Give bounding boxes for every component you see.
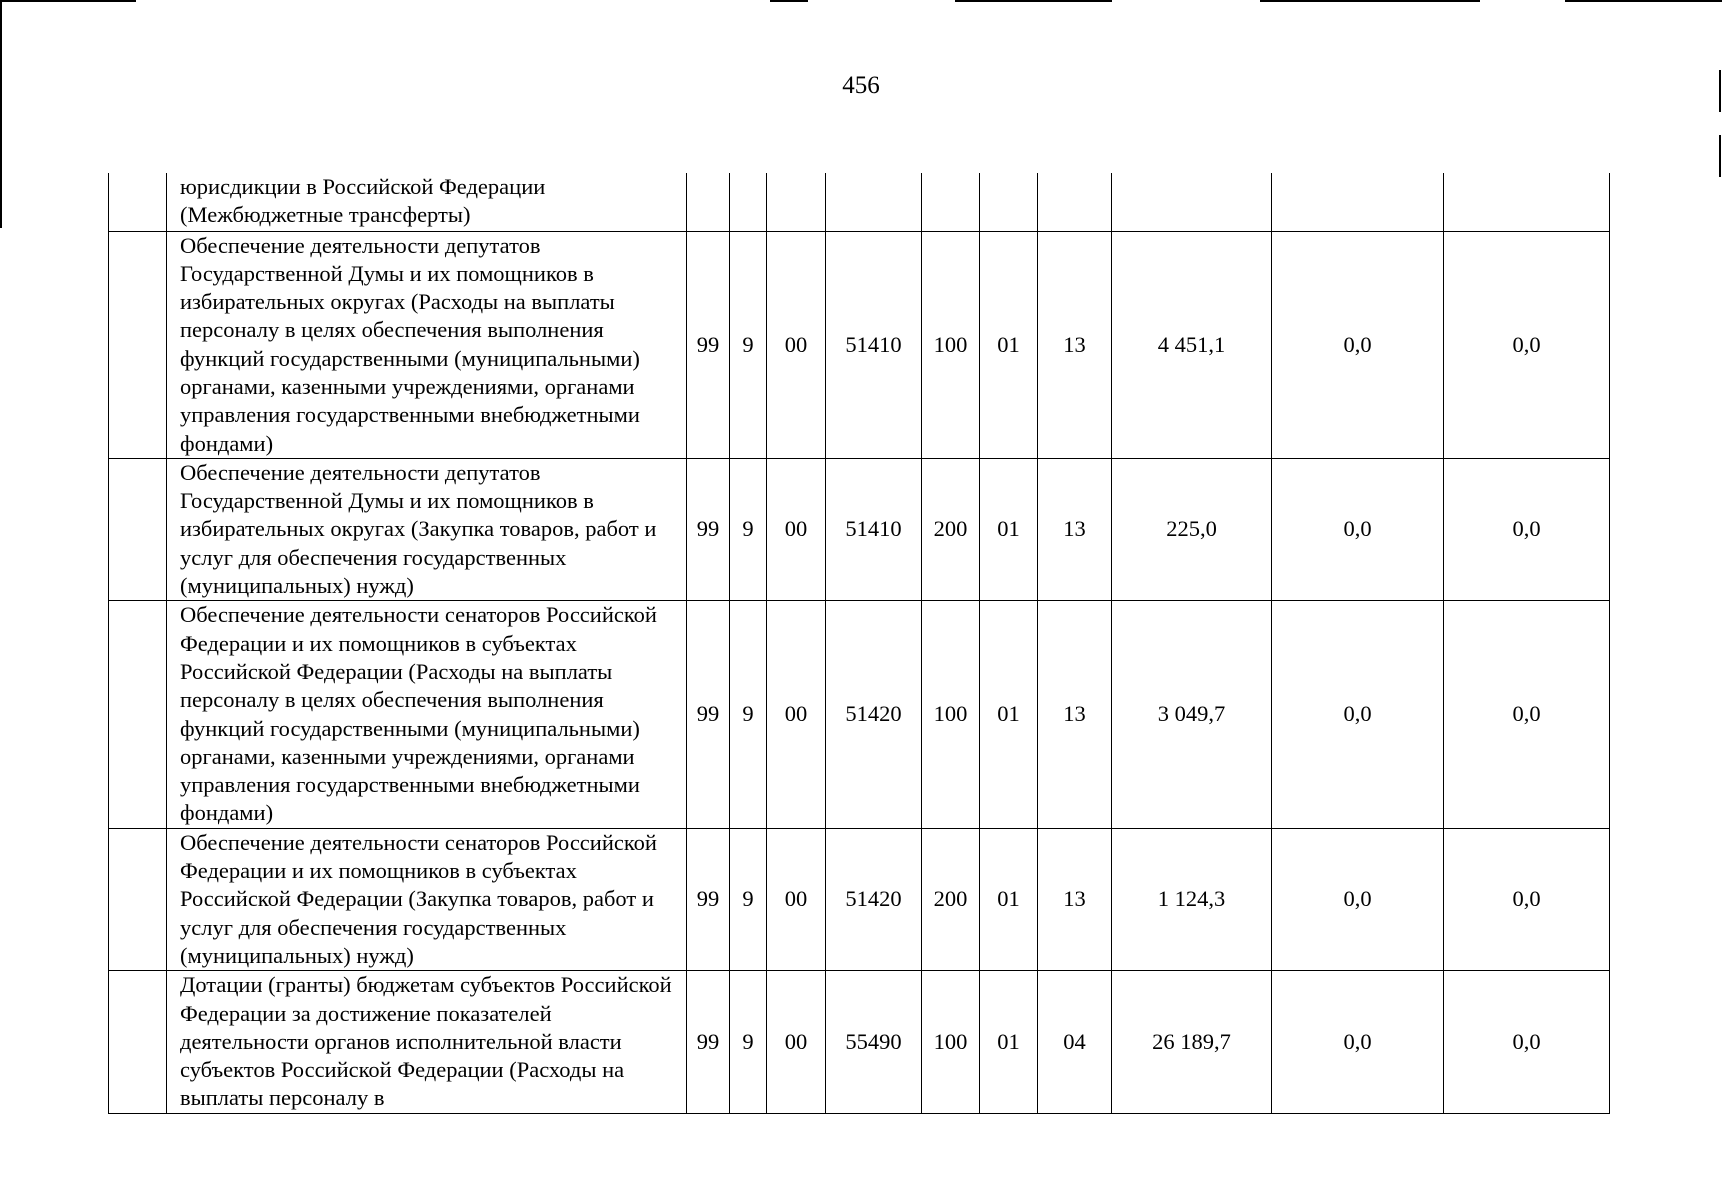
code-cell: 55490 [826, 971, 922, 1113]
code-cell: 9 [730, 601, 767, 828]
code-cell: 00 [767, 231, 826, 458]
code-cell [980, 173, 1038, 231]
code-cell: 99 [687, 601, 730, 828]
amount-cell: 0,0 [1444, 231, 1610, 458]
amount-cell: 4 451,1 [1112, 231, 1272, 458]
code-cell: 200 [922, 458, 980, 600]
amount-cell [1444, 173, 1610, 231]
code-cell: 51420 [826, 601, 922, 828]
row-number-cell [109, 458, 167, 600]
code-cell: 13 [1038, 828, 1112, 970]
amount-cell: 0,0 [1444, 971, 1610, 1113]
description-cell: Дотации (гранты) бюджетам субъектов Российской Федерации за достижение показателей деятельности органов исполнительной власти субъектов Российской Федерации (Расходы на выплаты персоналу в [167, 971, 687, 1113]
code-cell [687, 173, 730, 231]
description-cell: Обеспечение деятельности сенаторов Российской Федерации и их помощников в субъектах Российской Федерации (Расходы на выплаты персоналу в целях обеспечения выполнения функций государственными (муниципальными) органами, казенными учреждениями, органами управления государственными внебюджетными фондами) [167, 601, 687, 828]
scan-edge-top-1 [0, 0, 136, 2]
amount-cell: 26 189,7 [1112, 971, 1272, 1113]
code-cell: 01 [980, 828, 1038, 970]
code-cell: 9 [730, 231, 767, 458]
code-cell: 13 [1038, 231, 1112, 458]
scan-edge-top-4 [1260, 0, 1480, 2]
row-number-cell [109, 971, 167, 1113]
code-cell: 13 [1038, 601, 1112, 828]
amount-cell: 0,0 [1444, 828, 1610, 970]
row-number-cell [109, 173, 167, 231]
code-cell [767, 173, 826, 231]
code-cell [730, 173, 767, 231]
amount-cell [1112, 173, 1272, 231]
code-cell: 100 [922, 601, 980, 828]
code-cell: 9 [730, 828, 767, 970]
code-cell: 99 [687, 231, 730, 458]
description-cell: Обеспечение деятельности депутатов Государственной Думы и их помощников в избирательных округах (Закупка товаров, работ и услуг для обеспечения государственных (муниципальных) нужд) [167, 458, 687, 600]
code-cell [1038, 173, 1112, 231]
scan-edge-top-3 [955, 0, 1112, 2]
table-row [109, 173, 1610, 231]
code-cell: 100 [922, 971, 980, 1113]
code-cell: 99 [687, 458, 730, 600]
row-number-cell [109, 601, 167, 828]
code-cell: 99 [687, 828, 730, 970]
amount-cell: 0,0 [1272, 231, 1444, 458]
code-cell: 13 [1038, 458, 1112, 600]
amount-cell: 0,0 [1272, 828, 1444, 970]
amount-cell: 3 049,7 [1112, 601, 1272, 828]
table-row [109, 828, 1610, 970]
code-cell: 51410 [826, 458, 922, 600]
code-cell: 200 [922, 828, 980, 970]
amount-cell: 225,0 [1112, 458, 1272, 600]
row-number-cell [109, 828, 167, 970]
amount-cell: 0,0 [1272, 458, 1444, 600]
budget-table [108, 173, 1610, 1114]
code-cell: 00 [767, 971, 826, 1113]
table-row [109, 231, 1610, 458]
table-row [109, 458, 1610, 600]
code-cell: 00 [767, 601, 826, 828]
code-cell [826, 173, 922, 231]
description-cell: Обеспечение деятельности сенаторов Российской Федерации и их помощников в субъектах Российской Федерации (Закупка товаров, работ и услуг для обеспечения государственных (муниципальных) нужд) [167, 828, 687, 970]
code-cell: 99 [687, 971, 730, 1113]
code-cell: 01 [980, 231, 1038, 458]
code-cell: 00 [767, 458, 826, 600]
amount-cell [1272, 173, 1444, 231]
amount-cell: 0,0 [1272, 971, 1444, 1113]
code-cell: 01 [980, 601, 1038, 828]
amount-cell: 0,0 [1444, 601, 1610, 828]
amount-cell: 1 124,3 [1112, 828, 1272, 970]
scan-edge-right-2 [1719, 135, 1721, 177]
code-cell: 01 [980, 971, 1038, 1113]
code-cell: 00 [767, 828, 826, 970]
scan-edge-top-2 [770, 0, 808, 2]
code-cell: 01 [980, 458, 1038, 600]
row-number-cell [109, 231, 167, 458]
code-cell: 51420 [826, 828, 922, 970]
description-cell: Обеспечение деятельности депутатов Государственной Думы и их помощников в избирательных округах (Расходы на выплаты персоналу в целях обеспечения выполнения функций государственными (муниципальными) органами, казенными учреждениями, органами управления государственными внебюджетными фондами) [167, 231, 687, 458]
code-cell: 100 [922, 231, 980, 458]
table-row [109, 971, 1610, 1113]
scan-edge-top-5 [1565, 0, 1722, 2]
page-number: 456 [842, 72, 880, 99]
code-cell: 9 [730, 971, 767, 1113]
code-cell: 04 [1038, 971, 1112, 1113]
code-cell [922, 173, 980, 231]
scan-edge-left [0, 0, 2, 228]
amount-cell: 0,0 [1272, 601, 1444, 828]
amount-cell: 0,0 [1444, 458, 1610, 600]
code-cell: 51410 [826, 231, 922, 458]
description-cell: юрисдикции в Российской Федерации (Межбюджетные трансферты) [167, 173, 687, 231]
table-row [109, 601, 1610, 828]
code-cell: 9 [730, 458, 767, 600]
